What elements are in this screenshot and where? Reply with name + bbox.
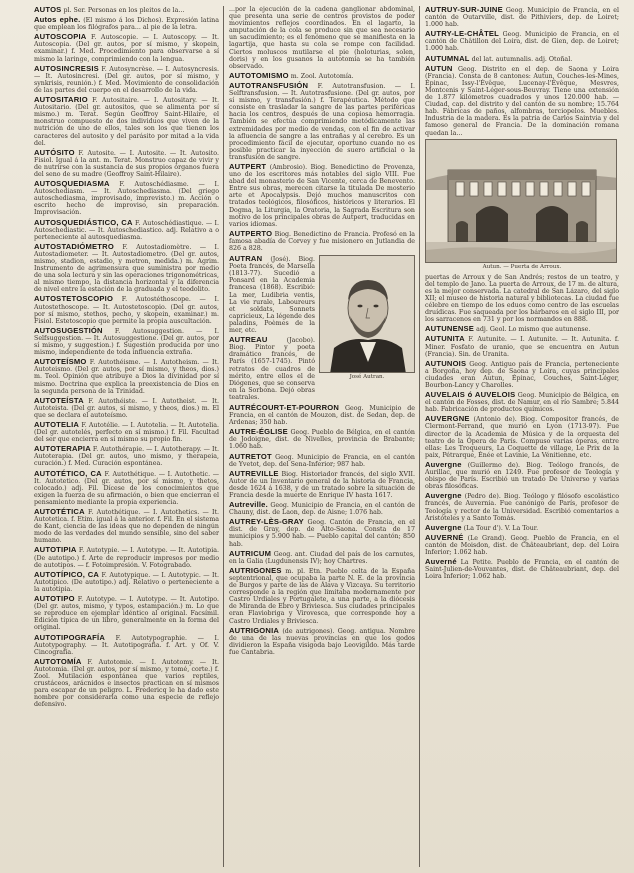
dictionary-entry bbox=[425, 30, 619, 52]
dictionary-entry bbox=[229, 336, 315, 401]
entry-definition: Geog. Municipio de Bélgica, en el cantón de Fosses, dist. de Namur, en el río Sambre; 5.844 hab. Fabricación de productos químicos. bbox=[425, 392, 619, 414]
entry-definition: ...por la ejecución de la cadena ganglionar abdominal, que presenta una serie de centros provistos de poder movimientos reflejos coordinados. En el lagarto, la amputación de la cola se produce sin que sea necesario un sacudimiento; es el fenómeno que se manifiesta en la lagartija, que hasta su cola se rompe con facilidad. Ciertos moluscos mutilarse el pie (holoturias, solen, doris) y en los gusanos la autotomía se ha también observado. bbox=[229, 6, 415, 70]
entry-headword: AUTRE-ÉGLISE bbox=[229, 427, 288, 437]
entry-definition: (José). Biog. Poeta francés, de Marsella (1813-77). Sucedió a Ponsard en la Academia francesa (1868). Escribió: La mer, Ludibria ventis, La vie rurale, Laboureurs et soldats, Sonnets capricieux, La légende des paladins, Poèmes de la mer, etc. bbox=[229, 256, 315, 335]
entry-headword: AUTREVILLE bbox=[229, 468, 279, 478]
column-rule bbox=[223, 6, 224, 867]
entry-definition: Geog. Municipio de Francia, en el cantón de Mouzon, dist. de Sedan, dep. de Ardenas; 350 hab. bbox=[229, 404, 415, 427]
dictionary-entry bbox=[425, 391, 619, 413]
entry-headword: AUTPERT bbox=[229, 161, 267, 171]
dictionary-entry bbox=[229, 470, 415, 499]
entry-definition: adj. Geol. Lo mismo que autunense. bbox=[476, 326, 591, 334]
dictionary-entry bbox=[229, 404, 415, 426]
dictionary-entry bbox=[425, 558, 619, 580]
dictionary-entry bbox=[229, 518, 415, 547]
entry-headword: AUTRICUM bbox=[229, 548, 272, 558]
gate-engraving bbox=[425, 139, 617, 263]
dictionary-entry bbox=[34, 295, 219, 324]
dictionary-entry bbox=[229, 627, 415, 656]
dictionary-entry bbox=[34, 96, 219, 147]
dictionary-entry bbox=[229, 163, 415, 228]
entry-headword: AUTOTOMÍA bbox=[34, 656, 82, 666]
entry-headword: Auvergne bbox=[425, 491, 462, 501]
entry-definition: Geog. Municipio de Francia, en el cantón de Outarville, dist. de Pithiviers, dep. de Loiret; 1.000 hab. bbox=[425, 7, 619, 29]
dictionary-entry bbox=[229, 501, 415, 516]
entry-definition: La Petite. Pueblo de Francia, en el cantón de Saint-Julien-de-Vouvantes, dist. de Châteaubriant, dep. del Loira Inferior; 1.062 hab. bbox=[425, 559, 619, 581]
column-right bbox=[425, 6, 619, 867]
entry-definition: F. Autostéthoscope. — I. Autostethoscope. — It. Autostetoscopio. (Del gr. autos, por sí mismo, stethos, pecho, y skopein, examinar.) m. Fisiol. Estetoscopio que permite la propia auscultación. bbox=[34, 296, 219, 325]
entry-headword: AUTRAN bbox=[229, 254, 263, 264]
entry-headword: AUTOSCOPIA bbox=[34, 32, 87, 42]
dictionary-entry bbox=[34, 445, 219, 467]
portrait-illustration bbox=[320, 256, 415, 373]
column-rule bbox=[419, 6, 420, 867]
entry-definition: Geog. Distrito en el dep. de Saona y Loira (Francia). Consta de 8 cantones: Autun, Couches-les-Mines, Épinac, Issy-l'Évêque, Lucenay-l'Évêque, Mesvres, Montcenis y Saint-Léger-sous-Beuvray. Tiene una extensión de 1.877 kilómetros cuadrados y unos 120.000 hab. — Ciudad, cap. del distrito y del cantón de su nombre; 15.764 hab. Fábricas de paños, alfombras, terciopelos. Muebles. Industria de la madera. Es la patria de Carlos Saintvia y del famoso general de Francia. De la dominación romana quedan la... bbox=[425, 65, 619, 137]
dictionary-entry bbox=[229, 6, 415, 70]
entry-definition: Geog. Municipio de Francia, en el cantón de Yvetot, dep. del Sena-Inferior; 987 hab. bbox=[229, 453, 415, 468]
entry-definition: F. Autotransfusion. — I. Selftransfusion. — It. Autotrasfusione. (Del gr. autos, por sí mismo, y transfusión.) f. Terapéutica. Método que consiste en trasladar la sangre de las partes periféricas hacia los centros, después de una copiosa hemorragia. También se efectúa comprimiendo metódicamente las extremidades por medio de vendas, con el fin de activar la afluencia de sangre a las entrañas y al cerebro. Es un procedimiento fácil de ejecutar, oportuno cuando no es posible practicar la inyección de suero artificial o la transfusión de sangre. bbox=[229, 82, 415, 161]
dictionary-entry bbox=[425, 65, 619, 137]
dictionary-entry bbox=[425, 492, 619, 521]
entry-headword: AUTOTÉTICO, CA bbox=[34, 468, 102, 478]
entry-headword: Auvergne bbox=[425, 459, 462, 469]
entry-headword: AUTREAU bbox=[229, 335, 268, 345]
entry-headword: AUTOTELIA bbox=[34, 419, 80, 429]
entry-headword: AUTOTIPO bbox=[34, 594, 75, 604]
entry-headword: AUTREY-LÈS-GRAY bbox=[229, 517, 304, 527]
dictionary-entry bbox=[229, 453, 415, 468]
entry-definition: Geog. Antiguo país de Francia, perteneciente a Borgoña, hoy dep. de Saona y Loira, cuyas principales ciudades eran Autun, Épinac, Couches, Saint-Léger, Bourbon-Lancy y Charolles. bbox=[425, 360, 619, 389]
dictionary-entry bbox=[229, 550, 415, 565]
dictionary-entry bbox=[34, 470, 219, 506]
dictionary-entry bbox=[34, 546, 219, 568]
dictionary-entry bbox=[34, 595, 219, 631]
dictionary-entry bbox=[34, 149, 219, 178]
entry-definition: Geog. Municipio de Francia, en el cantón de Chauny, dist. de Laon, dep. de Aisne; 1.076 hab. bbox=[229, 502, 415, 517]
dictionary-entry bbox=[34, 243, 219, 294]
entry-definition: Geog. Municipio de Francia, en el cantón de Châtillon del Loira, dist. de Gien, dep. de Loiret; 1.000 hab. bbox=[425, 31, 619, 53]
dictionary-entry bbox=[34, 658, 219, 709]
entry-headword: AUTOSINCRESIS bbox=[34, 63, 99, 73]
entry-definition: F. Autotélie. — I. Autotelia. — It. Autotelia. (Del gr. autotelés, perfecto en sí mismo.) f. Fil. Facultad del ser que encierra en sí mismo su propio fin. bbox=[34, 421, 219, 444]
dictionary-entry bbox=[229, 567, 415, 625]
portrait-caption: José Autran. bbox=[349, 374, 385, 381]
entry-headword: AUTOSTETOSCOPIO bbox=[34, 294, 114, 304]
entry-headword: AUTOSQUEDIÁSTICO, CA bbox=[34, 217, 133, 227]
entry-definition: F. Autotype. — I. Autotype. — It. Autotipo. (Del gr. autos, mismo, y typos, estampación.) m. Lo que se reproduce en ejemplar idéntico al original. Facsímil. Edición típica de un libro, generalmente en la forma del original. bbox=[34, 596, 219, 632]
entry-definition: F. Autothétique. — I. Autothetics. — It. Autotetica. f. Etim. igual á la anterior. f. Fil. En el sistema de Kant, ciencia de las ideas que no dependen de ningún modo de las verdades del mundo sensible, sino del saber humano. bbox=[34, 509, 219, 545]
entry-headword: AUVELAIS ó AUVELOIS bbox=[425, 390, 516, 400]
entry-definition: (Guillermo de). Biog. Teólogo francés, de Aurillac, que murió en 1249. Fue profesor de Teología y obispo de París. Escribió un tratado De Universo y varias obras filosóficas. bbox=[425, 461, 619, 491]
entry-definition: (Pedro de). Biog. Teólogo y filósofo escolástico francés, de Auvernia. Fue canónigo de París, profesor de Teología y rector de la Universidad. Escribió comentarios a Aristóteles y a Santo Tomás. bbox=[425, 493, 619, 522]
entry-headword: AUTOTEÍSMO bbox=[34, 357, 87, 367]
dictionary-entry bbox=[34, 65, 219, 94]
entry-definition: Biog. Historiador francés, del siglo XVII. Autor de un Inventario general de la historia de Francia, desde 1624 á 1638, y de un tratado sobre la situación de Francia desde la muerte de Enrique IV hasta 1617. bbox=[229, 470, 415, 499]
entry-headword: AUTOSQUEDIASMA bbox=[34, 179, 110, 189]
dictionary-entry bbox=[229, 72, 415, 80]
dictionary-entry bbox=[229, 230, 415, 252]
entry-definition: F. Autotypique. — I. Autotypic. — It. Autotipico. (De autotipo.) adj. Relativo o perteneciente a la autotipia. bbox=[34, 571, 219, 593]
entry-definition: Geog. ant. Ciudad del país de los carnutes, en la Galia (Lugdunensis IV); hoy Chartres. bbox=[229, 550, 415, 565]
entry-definition: pl. Ser. Personas en los pleitos de la... bbox=[63, 7, 185, 14]
entry-headword: AUTUMNAL bbox=[425, 53, 470, 63]
dictionary-entry bbox=[425, 6, 619, 28]
entry-headword: AUTOTERAPIA bbox=[34, 444, 91, 454]
entry-definition: del lat. autumnalis. adj. Otoñal. bbox=[471, 55, 573, 63]
dictionary-entry bbox=[34, 327, 219, 356]
entry-headword: AUVERNÉ bbox=[425, 532, 464, 542]
entry-definition: (de autrigones). Geog. antigua. Nombre de una de las nuevas provincias en que los godos dividieron la España visigoda bajo Leovigildo. Más tarde fue Cantabria. bbox=[229, 627, 415, 656]
entry-definition: F. Autoschédiastique. — I. Autoschediastic. — It. Autoschediastico. adj. Relativo a o perteneciente al autosquediasma. bbox=[34, 219, 219, 241]
entry-headword: AUTUNENSE bbox=[425, 324, 475, 334]
entry-definition: F. Autostadiomètre. — I. Autostadiometer. — It. Autostadiometro. (Del gr. autos, mismo, stadion, estadio, y metron, medida.) m. Agrim. Instrumento de agrimensura que suministra por medio de una sola lectura y sin las operaciones trigonométricas, al mismo tiempo, la distancia horizontal y la diferencia de nivel entre la estación de la graduada y el teodolito. bbox=[34, 243, 219, 294]
dictionary-entry bbox=[425, 55, 619, 63]
entry-headword: AUTPERTO bbox=[229, 228, 273, 238]
entry-headword: AUVERGNE bbox=[425, 414, 470, 424]
entry-headword: AUTOSTADIÓMETRO bbox=[34, 241, 114, 251]
entry-headword: AUTRUY-SUR-JUINE bbox=[425, 6, 503, 14]
entry-definition: F. Autunite. — I. Autunite. — It. Autunita. f. Miner. Fosfato de uranio, que se encuentra en Autun (Francia). Sin. de Uranita. bbox=[425, 336, 619, 358]
entry-headword: AUTRY-LE-CHÂTEL bbox=[425, 29, 500, 39]
entry-headword: AUTOSUGESTIÓN bbox=[34, 325, 103, 335]
dictionary-entry bbox=[425, 534, 619, 556]
entry-headword: AUTOTEÍSTA bbox=[34, 395, 84, 405]
dictionary-entry bbox=[425, 461, 619, 490]
dictionary-entry bbox=[425, 325, 619, 333]
dictionary-entry bbox=[34, 634, 219, 656]
entry-headword: AUTRETOT bbox=[229, 451, 272, 461]
entry-definition: Geog. Pueblo de Bélgica, en el cantón de Jodoigne, dist. de Nivelles, provincia de Brabante; 1.060 hab. bbox=[229, 429, 415, 451]
entry-definition: F. Autothétique. — I. Autothetic. — It. Autotetico. (Del gr. autos, por sí mismo, y thetos, colocado.) adj. Fil. Dícese de los conocimientos que exigen la fuerza de su afirmación, o bien que encierran el pensamiento mediante la propia experiencia. bbox=[34, 470, 219, 506]
entry-definition: (Le Grand). Geog. Pueblo de Francia, en el cantón de Moisdon, dist. de Châteaubriant, dep. del Loira Inferior; 1.062 hab. bbox=[425, 534, 619, 556]
entry-definition: F. Autoschédiasme. — I. Autoschediasm. — It. Autoschediasma. (Del griego autoschediasma, improvisado, imprevisto.) m. Acción o escrito hecho de improviso, sin preparación. Improvisación. bbox=[34, 181, 219, 217]
portrait-engraving bbox=[319, 255, 415, 373]
dictionary-entry bbox=[34, 33, 219, 62]
dictionary-entry bbox=[34, 571, 219, 593]
dictionary-entry bbox=[229, 255, 315, 334]
dictionary-entry bbox=[34, 6, 219, 14]
dictionary-entry bbox=[34, 16, 219, 31]
gate-caption: Autun. — Puerta de Arroux. bbox=[482, 263, 562, 270]
entry-definition: (La Tour d'). V. La Tour. bbox=[463, 524, 539, 532]
entry-definition: F. Autothérapie. — I. Autotherapy. — It. Autoterapia. (Del gr. autos, uno mismo, y therapeia, curación.) f. Med. Curación espontánea. bbox=[34, 446, 219, 468]
entry-definition: Geog. Cantón de Francia, en el dist. de Gray, dep. de Alto-Saona. Consta de 17 municipios y 5.900 hab. — Pueblo capital del cantón; 850 hab. bbox=[229, 519, 415, 548]
dictionary-entry bbox=[425, 524, 619, 532]
entry-headword: AUTOS bbox=[34, 6, 62, 14]
entry-definition: F. Autotypographie. — I. Autotypography. — It. Autotipografia. f. Art. y Of. V. Cincografía. bbox=[34, 634, 219, 656]
entry-headword: AUTOSITARIO bbox=[34, 95, 88, 105]
dictionary-entry bbox=[34, 219, 219, 241]
dictionary-entry bbox=[425, 360, 619, 389]
dictionary-entry bbox=[34, 358, 219, 394]
entry-definition: F. Autosuggestion. — I. Selfsuggestion. — It. Autosuggestione. (Del gr. autos, por sí mismo, y suggestion.) f. Sugestión producida por uno mismo, independiente de toda influencia extraña. bbox=[34, 327, 219, 357]
entry-definition: F. Autothéiste. — I. Autotheist. — It. Autoteista. (Del gr. autos, sí mismo, y theos, dios.) m. El que se declara el autoteísmo. bbox=[34, 397, 219, 419]
entry-definition: puertas de Arroux y de San Andrés; restos de un teatro, y del templo de Jano. La puerta de Arroux, de 17 m. de altura, es la mejor conservada. La catedral de San Lázaro, del siglo XII; el museo de historia natural y bibliotecas. La ciudad fue célebre en tiempo de los eduos como centro de las escuelas druídicas. Fue saqueada por los bárbaros en el siglo III, por los sarracenos en 731 y por los normandos en 888. bbox=[425, 273, 619, 324]
entry-headword: Auverné bbox=[425, 557, 457, 567]
dictionary-entry bbox=[34, 421, 219, 443]
entry-definition: (Jacobo). Biog. Pintor y poeta dramático francés, de París (1657-1745). Pintó retratos de cuadros de mérito, entre ellos el de Diógenes, que se conserva en la Sorbona. Dejó obras teatrales. bbox=[229, 337, 315, 401]
entry-definition: m. pl. Etn. Pueblo celta de la España septentrional, que ocupaba la parte N. E. de la provincia de Burgos y parte de las de Álava y Vizcaya. Su territorio corresponde a la región que limitaba modernamente por Castro Urdiales y Portugalete, a una parte, a la diócesis de Miranda de Ebro y Briviesca. Sus ciudades principales eran Flaviobriga y Virovesca, que corresponde hoy a Castro Urdiales y Briviesca. bbox=[229, 567, 415, 625]
entry-definition: F. Autotypie. — I. Autotype. — It. Autotipia. (De autotipo.) f. Arte de reproducir impresos por medio de autotipos. — f. Fotoimpresión. V. Fotograbado. bbox=[34, 547, 219, 569]
entry-headword: Auvergne bbox=[425, 522, 462, 532]
entry-headword: AUTOTÉTICA bbox=[34, 507, 85, 516]
dictionary-entry bbox=[229, 82, 415, 161]
entry-definition: m. Zool. Autotomía. bbox=[290, 72, 354, 80]
entry-headword: AUTOTOMISMO bbox=[229, 70, 289, 80]
dictionary-entry bbox=[425, 274, 619, 324]
entry-headword: AUTOTIPIA bbox=[34, 545, 77, 555]
entry-definition: (Ambrosio). Biog. Benedictino de Provenza, uno de los escritores más notables del siglo VIII. Fue abad del monasterio de San Vicente, cerca de Benevento. Entre sus obras, merecen citarse la titulada De mosterio arte et Apocalypsis. Dejó muchos manuscritos con tratados teológicos, filosóficos, históricos y literarios. El Dogma, la Liturgia, la Oratoria, la Sagrada Escritura son motivo de los principales obras de Autpert, traducidas en varios idiomas. bbox=[229, 163, 415, 228]
entry-headword: AUTÓSITO bbox=[34, 147, 75, 157]
entry-headword: Autreville. bbox=[229, 500, 268, 510]
entry-headword: AUTRIGONIA bbox=[229, 625, 280, 635]
dictionary-entry bbox=[34, 508, 219, 544]
column-left bbox=[34, 6, 219, 867]
entry-definition: F. Autoscopie. — I. Autoscopy. — It. Autoscopia. (Del gr. autos, por sí mismo, y skopein, examinar.) f. Med. Procedimiento para observarse a sí mismo la laringe, comprimiendo con la lengua. bbox=[34, 34, 219, 63]
entry-definition: F. Autositaire. — I. Autositary. — It. Autositario. (Del gr. autositos, que se alimenta por sí mismo.) m. Terat. Según Geoffroy Saint-Hilaire, el monstruo compuesto de dos individuos que viven de la nutrición de uno de ellos, tales son los que tienen los caracteres del autosito y del parásito por mitad a la vida del. bbox=[34, 97, 219, 147]
entry-headword: AUTOTÍPICO, CA bbox=[34, 569, 100, 579]
dictionary-entry bbox=[34, 397, 219, 419]
entry-headword: AUTUN bbox=[425, 63, 453, 73]
entry-definition: F. Autotomie. — I. Autotomy. — It. Autotomia. (Del gr. autos, por sí mismo, y tomé, corte.) f. Zool. Mutilación espontánea que varios reptiles, crustáceos, arácnidos e insectos practican en sí mismos para escapar de un peligro. L. Fredericq le ha dado este nombre por considerarla como una especie de reflejo defensivo. bbox=[34, 658, 219, 709]
entry-headword: AUTRÉCOURT-ET-POURRON bbox=[229, 402, 340, 412]
entry-headword: AUTUNOIS bbox=[425, 358, 467, 368]
entry-headword: AUTOTIPOGRAFÍA bbox=[34, 632, 106, 642]
entry-headword: Autos ephe. bbox=[34, 15, 81, 25]
roman-gate-illustration bbox=[426, 140, 617, 263]
entry-definition: (Antonio de). Biog. Compositor francés, de Clermont-Ferrand, que murió en Lyon (1713-97). Fue director de la Academia de Música y de la orquesta del teatro de la Ópera de París. Compuso varias óperas, entre ellas: Les Troqueurs, La Coquette de village, Le Prix de la paix, Pétrarque, Énée et Lavinie, La Vénitienne, etc. bbox=[425, 416, 619, 459]
dictionary-entry bbox=[34, 180, 219, 216]
dictionary-entry bbox=[229, 428, 415, 450]
entry-definition: F. Autosite. — I. Autosite. — It. Autosito. Fisiol. Igual á la ant. m. Terat. Monstruo capaz de vivir y de nutrirse con la sustancia de sus propios órganos fuera del seno de su madre (Geoffroy Saint-Hilaire). bbox=[34, 149, 219, 178]
entry-definition: Biog. Benedictino de Francia. Profesó en la famosa abadía de Corvey y fue misionero en Jutlandia de 826 a 828. bbox=[229, 230, 415, 252]
entry-definition: (El mismo á los Dichos). Expresión latina que emplean los filógrafos para... al pie de la letra. bbox=[34, 17, 219, 32]
dictionary-entry bbox=[425, 335, 619, 357]
dictionary-entry bbox=[425, 415, 619, 459]
entry-headword: AUTUNITA bbox=[425, 334, 465, 344]
entry-definition: F. Autosyncrèse. — I. Autosyncresis. — It. Autosincresi. (Del gr. autos, por sí mismo, y synkrisis, reunión.) f. Med. Movimiento de consolidación de las partes del cuerpo en el desarrollo de la vida. bbox=[34, 65, 219, 94]
entry-headword: AUTRIGONES bbox=[229, 565, 282, 575]
column-middle bbox=[229, 6, 415, 867]
entry-definition: F. Autothéisme. — I. Autotheism. — It. Autoteismo. (Del gr. autos, por sí mismo, y theos, dios.) m. Teol. Opinión que atribuye a Dios la divinidad por sí mismo. Doctrina que explica la preexistencia de Dios en la segunda persona de la Trinidad. bbox=[34, 359, 219, 395]
entry-headword: AUTOTRANSFUSIÓN bbox=[229, 80, 309, 90]
